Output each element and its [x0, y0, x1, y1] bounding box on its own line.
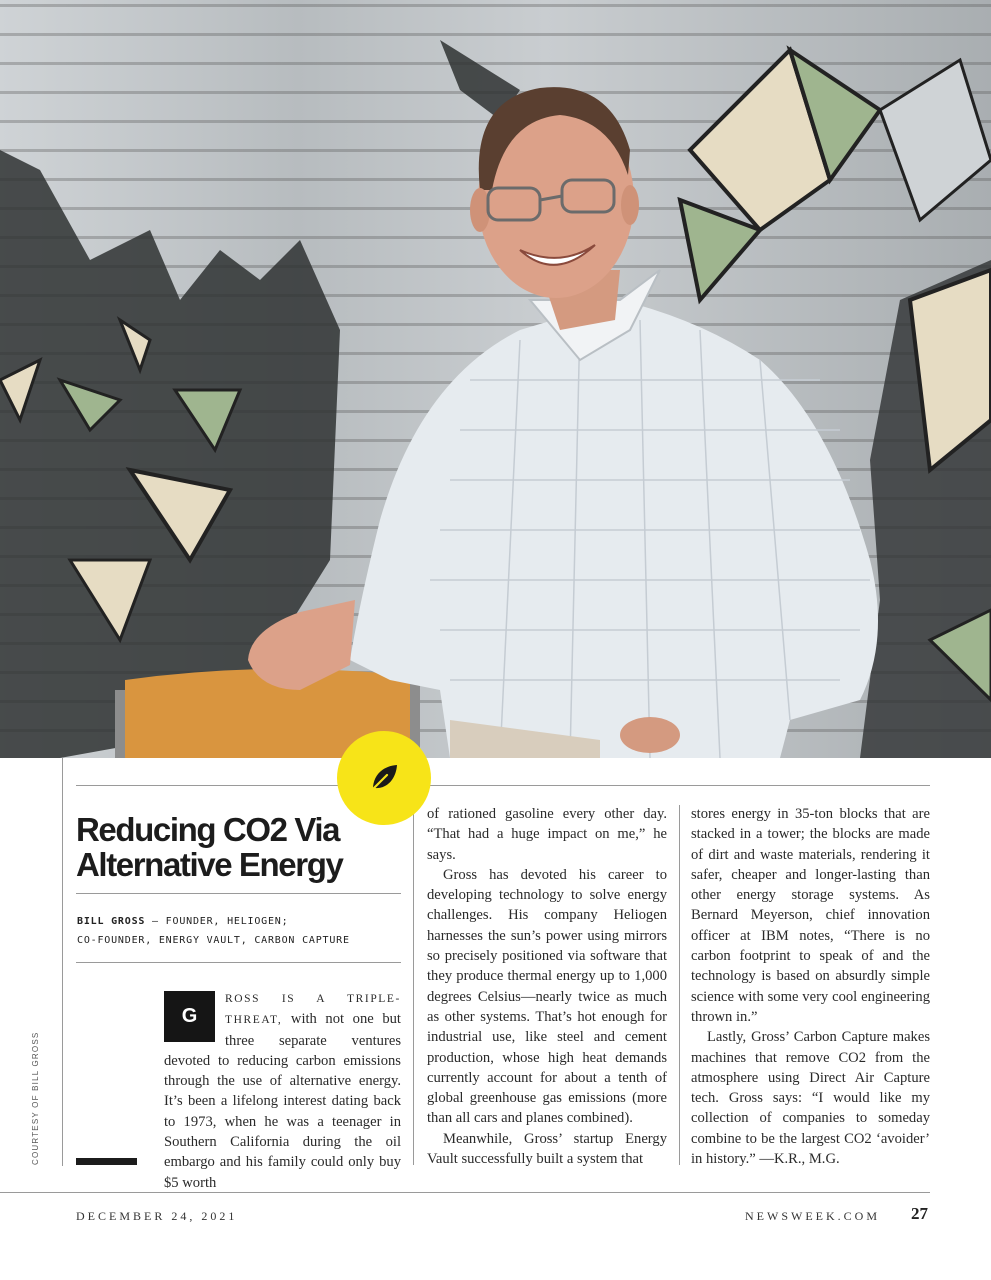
left-column-divider [62, 758, 63, 1166]
site-url: NEWSWEEK.COM [745, 1209, 880, 1223]
lead-paragraph [164, 988, 401, 1193]
headline-line-1: Reducing CO2 Via [76, 811, 340, 848]
drop-cap: G [164, 991, 215, 1042]
footer-rule [0, 1192, 930, 1193]
headline [76, 812, 406, 882]
headline-line-2: Alternative Energy [76, 846, 343, 883]
paragraph: Lastly, Gross’ Carbon Capture makes machines that remove CO2 from the atmosphere using Direct Air Capture tech. Gross says: “I would like my collection of companies to someday combine to be the largest CO2 ‘avoider’ in history.” —K.R., M.G. [691, 1029, 930, 1168]
paragraph: Meanwhile, Gross’ startup Energy Vault successfully built a system that [427, 1130, 667, 1168]
paragraph: stores energy in 35-ton blocks that are stacked in a tower; the blocks are made of dirt and waste materials, rendering it safer, cheaper and longer-lasting than other energy storage systems. As Bernard Meyerson, chief innovation officer at IBM notes, “There is no carbon footprint to speak of and the technology is based on absurdly simple science with some very cool engineering thrown in.” [691, 806, 930, 1025]
byline-rule [76, 962, 401, 963]
section-end-bar [76, 1158, 137, 1165]
top-rule [76, 785, 930, 786]
photo-credit: COURTESY OF BILL GROSS [31, 1031, 40, 1165]
byline-line-1 [77, 912, 407, 931]
byline-name: BILL GROSS [77, 916, 146, 927]
body-column-3 [691, 804, 930, 1169]
byline-role-1: — FOUNDER, HELIOGEN; [145, 916, 289, 927]
lead-text: with not one but three separate ventures devoted to reducing carbon emissions through the use of alternative energy. It’s been a lifelong interest dating back to 1973, when he was a teenager in Southern California during the oil embargo and his family could only buy $5 worth [164, 1011, 401, 1191]
paragraph: of rationed gasoline every other day. “That had a huge impact on me,” he says. [427, 806, 667, 863]
headline-rule [76, 893, 401, 894]
lead-smallcaps: ROSS IS A TRIPLE-THREAT, [225, 993, 401, 1027]
leaf-icon [367, 761, 401, 795]
page-number: 27 [911, 1204, 928, 1223]
byline [77, 912, 407, 950]
body-column-1 [164, 988, 401, 1193]
column-divider-1 [413, 805, 414, 1165]
paragraph: Gross has devoted his career to developing technology to solve energy challenges. His company Heliogen harnesses the sun’s power using mirrors so precisely positioned via software that they produce thermal energy up to 1,000 degrees Celsius—nearly twice as much as other systems. That’s hot enough for industrial use, like steel and cement production, whose high heat demands currently account for about a tenth of global greenhouse gas emissions (more than all cars and planes combined). [427, 866, 667, 1127]
energy-badge [337, 731, 431, 825]
body-column-2 [427, 804, 667, 1169]
column-divider-2 [679, 805, 680, 1165]
issue-date: DECEMBER 24, 2021 [76, 1209, 238, 1223]
byline-role-2: CO-FOUNDER, ENERGY VAULT, CARBON CAPTURE [77, 935, 350, 946]
